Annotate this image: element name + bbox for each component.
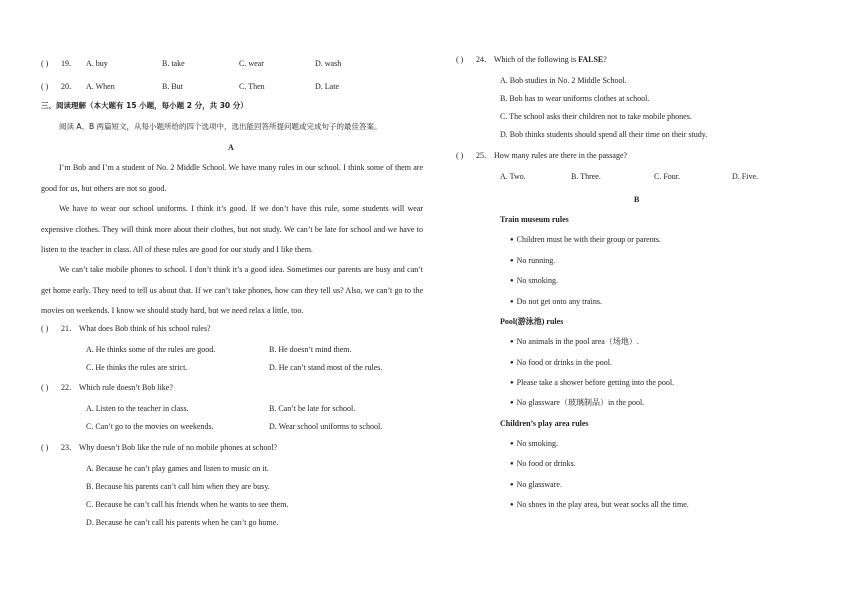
answer-blank-25[interactable]: ( ) [456,151,464,160]
option-19-b: B. take [162,59,185,68]
pool-rule-3: ● Please take a shower before getting into the pool. [510,378,674,388]
question-number-20: 20． [61,82,77,91]
section-title: 三、阅读理解（本大题有 15 小题，每小题 2 分，共 30 分） [41,101,248,110]
train-rule-2: ● No running. [510,256,555,266]
option-19-c: C. wear [239,59,264,68]
option-21-b: B. He doesn’t mind them. [269,345,352,354]
answer-blank-24[interactable]: ( ) [456,55,464,64]
play-rule-3: ● No glassware. [510,480,562,490]
question-22-text: 22． Which rule doesn’t Bob like? [61,383,173,392]
option-21-d: D. He can’t stand most of the rules. [269,363,383,372]
option-22-d: D. Wear school uniforms to school. [269,422,383,431]
pool-rule-1: ● No animals in the pool area（场地）. [510,337,639,347]
option-25-d: D. Five. [732,172,758,181]
option-21-c: C. He thinks the rules are strict. [86,363,188,372]
question-23-text: 23． Why doesn’t Bob like the rule of no mobile phones at school? [61,443,278,452]
train-rule-1: ● Children must be with their group or parents. [510,235,661,245]
train-rule-3: ● No smoking. [510,276,558,286]
option-20-b: B. But [162,82,183,91]
answer-blank-21[interactable]: ( ) [41,324,49,333]
option-20-d: D. Late [315,82,339,91]
option-22-c: C. Can’t go to the movies on weekends. [86,422,214,431]
option-25-c: C. Four. [654,172,681,181]
option-20-c: C. Then [239,82,265,91]
option-24-c: C. The school asks their children not to take mobile phones. [500,112,692,121]
answer-blank-23[interactable]: ( ) [41,443,49,452]
answer-blank-19[interactable]: ( ) [41,59,49,68]
passage-a-heading: A [228,143,234,152]
play-area-rules-title: Children’s play area rules [500,419,589,428]
question-24-text-pre: 24． Which of the following is [476,55,579,64]
passage-b-heading: B [634,195,640,204]
option-23-d: D. Because he can’t call his parents when he can’t go home. [86,518,279,527]
option-22-a: A. Listen to the teacher in class. [86,404,189,413]
play-rule-4: ● No shoes in the play area, but wear socks all the time. [510,500,689,510]
play-rule-2: ● No food or drinks. [510,459,576,469]
train-rule-4: ● Do not get onto any trains. [510,297,602,307]
option-25-a: A. Two. [500,172,526,181]
option-25-b: B. Three. [571,172,601,181]
question-24-text-post: ? [603,55,607,64]
option-24-b: B. Bob has to wear uniforms clothes at school. [500,94,650,103]
passage-a-paragraph-1: I’m Bob and I’m a student of No. 2 Middle School. We have many rules in our school. I think some of them are good for us, but others are not so good. [41,163,423,193]
option-23-a: A. Because he can’t play games and listen to music on it. [86,464,269,473]
question-24-false-keyword: FALSE [578,55,604,64]
answer-blank-20[interactable]: ( ) [41,82,49,91]
passage-a-paragraph-3: We can’t take mobile phones to school. I don’t think it’s a good idea. Sometimes our parents are busy and can’t get home early. They need to tell us about that. If we can’t take phones, how can they tell us? Also, we can’t go to the movies on weekends. I know we should study hard, but we need relax a little, too. [41,265,423,315]
option-19-d: D. wash [315,59,342,68]
option-22-b: B. Can’t be late for school. [269,404,356,413]
answer-blank-22[interactable]: ( ) [41,383,49,392]
option-19-a: A. buy [86,59,108,68]
option-24-d: D. Bob thinks students should spend all their time on their study. [500,130,708,139]
question-25-text: 25． How many rules are there in the passage? [476,151,628,160]
pool-rule-2: ● No food or drinks in the pool. [510,358,612,368]
option-20-a: A. When [86,82,115,91]
question-number-19: 19． [61,59,77,68]
pool-rules-title: Pool(游泳池) rules [500,317,564,326]
option-21-a: A. He thinks some of the rules are good. [86,345,216,354]
option-23-b: B. Because his parents can’t call him when they are busy. [86,482,270,491]
reading-instruction: 阅读 A、B 两篇短文，从每小题所给的四个选项中，选出能回答所提问题或完成句子的最佳答案。 [59,122,382,131]
passage-a-paragraph-2: We have to wear our school uniforms. I think it’s good. If we don’t have this rule, some students will wear expensive clothes. They will think more about their clothes, but not study. We can’t be late for school and we have to listen to the teacher in class. All of these rules are good for our study and I like them. [41,204,423,254]
play-rule-1: ● No smoking. [510,439,558,449]
train-rules-title: Train museum rules [500,215,569,224]
question-24-text [476,55,607,65]
pool-rule-4: ● No glassware（玻璃制品）in the pool. [510,398,644,408]
question-21-text: 21． What does Bob think of his school rules? [61,324,211,333]
option-23-c: C. Because he can’t call his friends when he wants to see them. [86,500,289,509]
option-24-a: A. Bob studies in No. 2 Middle School. [500,76,627,85]
